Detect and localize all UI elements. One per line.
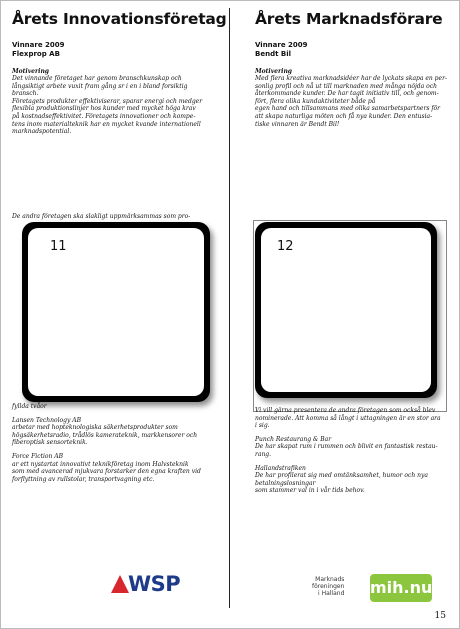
wsp-logo: WSP [128, 572, 181, 596]
right-title: Årets Marknadsförare [255, 10, 443, 28]
overlay-box-12-number: 12 [277, 239, 294, 254]
right-nominee-line: Hallandstrafiken [255, 464, 306, 472]
right-nominee-line: nominerade. Att komma så långt i uttagningen är en stor ara [255, 414, 441, 422]
left-column [12, 10, 227, 136]
left-winner-name: Flexprop AB [12, 50, 60, 58]
left-motivation-line: långsiktigt arbete vuxit fram gång sr i en i bland forsiktig [12, 82, 188, 90]
left-nominee-line: forflyttning av rullstolar, transportvagning etc. [12, 475, 155, 483]
left-nominee-line: som med avancerad mjukvara forstarker den egna kraften vid [12, 468, 201, 476]
right-column [255, 10, 455, 128]
left-nominee-line: Lansen Technology AB [12, 416, 82, 424]
right-motivation-line: återkommande kunder. De har tagit initiativ till, och genom- [255, 90, 439, 98]
right-nominee-line: som stammer val in i vår tids behov. [255, 487, 365, 495]
left-motivation-line: Företagets produkter effektiviserar, sparar energi och medger [12, 97, 203, 105]
marknadsforeningen-logo-line: Marknads [315, 576, 345, 583]
right-motivation-label: Motivering [255, 68, 292, 75]
right-winner-name: Bendt Bil [255, 50, 291, 58]
right-nominee-line: i sig. [255, 422, 270, 430]
page-number: 15 [434, 611, 446, 621]
marknadsforeningen-logo-line: i Halland [318, 590, 345, 597]
left-motivation [12, 75, 217, 136]
overlay-box-11-number: 11 [50, 239, 67, 254]
left-motivation-line: på kostnadseffektivitet. Företagets innovationer och kompe- [12, 112, 196, 120]
overlay-box-11[interactable] [22, 222, 210, 402]
left-title: Årets Innovationsföretag [12, 10, 227, 28]
left-winner [12, 41, 217, 59]
wsp-logo-mark [111, 575, 129, 593]
right-nominee-line: De har skapat rum i rummen och blivit en fantastisk restau- [255, 443, 438, 451]
right-nominees [255, 407, 455, 495]
left-motivation-line: tens inom materialteknik har en mycket kvande internationell [12, 120, 201, 128]
right-nominee-line: betalningslosningar [255, 479, 316, 487]
left-motivation-label: Motivering [12, 68, 49, 75]
left-nominee-line: fiberoptisk sensorteknik. [12, 439, 88, 447]
right-nominee-line: De har profilerat sig med omtänksamhet, humor och nya [255, 472, 428, 480]
right-motivation-line: Med flera kreativa marknadsidéer har de lyckats skapa en per- [255, 75, 447, 82]
right-motivation-line: tiske vinnaren är Bendt Bil! [255, 120, 340, 128]
mih-logo: mih.nu [370, 574, 432, 602]
left-cutoff-line: De andra företagen ska slakligt uppmärksammas som pro- [12, 213, 191, 220]
left-motivation-line: flexibla produktionslinjer hos kunder med mycket höga krav [12, 105, 196, 113]
left-nominee-line: ar ett nystartat innovativt teknikföretag inom Halvsteknik [12, 460, 189, 468]
right-nominee-line: Punch Restaurang & Bar [255, 435, 332, 443]
left-nominees [12, 403, 222, 483]
marknadsforeningen-logo [312, 576, 344, 597]
left-nominee-line: högsäkerhetsradio, trådlös kamerateknik, markkensorer och [12, 431, 198, 439]
left-nominee-line: Force Fiction AB [12, 452, 64, 460]
right-nominee-line: rang. [255, 450, 272, 458]
left-nominee-line: arbetar med hopteknologiska säkerhetsprodukter som [12, 424, 178, 432]
right-nominee-line: Vi vill gärna presentera de andra företagen som också blev [255, 407, 436, 414]
left-motivation-line: bransch. [12, 90, 39, 98]
left-nominee-line: fyllda tvåor [12, 403, 47, 410]
left-motivation-line: marknadspotential. [12, 128, 72, 136]
right-motivation-line: sonlig profil och nå ut till marknaden med många nöjda och [255, 82, 437, 90]
right-motivation [255, 75, 455, 128]
marknadsforeningen-logo-line: föreningen [312, 583, 345, 590]
left-motivation-line: Det vinnande företaget har genom branschkunskap och [12, 75, 182, 82]
right-motivation-line: att skapa naturliga möten och få nya kunder. Den entusia- [255, 112, 433, 120]
left-winner-year: Vinnare 2009 [12, 41, 65, 49]
column-divider [229, 8, 230, 608]
right-winner-year: Vinnare 2009 [255, 41, 308, 49]
right-motivation-line: egen hand och tillsammans med olika samarbetspartners för [255, 105, 441, 113]
right-motivation-line: fört, flera olika kundaktiviteter både på [255, 97, 376, 105]
overlay-box-12[interactable] [255, 222, 437, 398]
right-winner [255, 41, 455, 59]
